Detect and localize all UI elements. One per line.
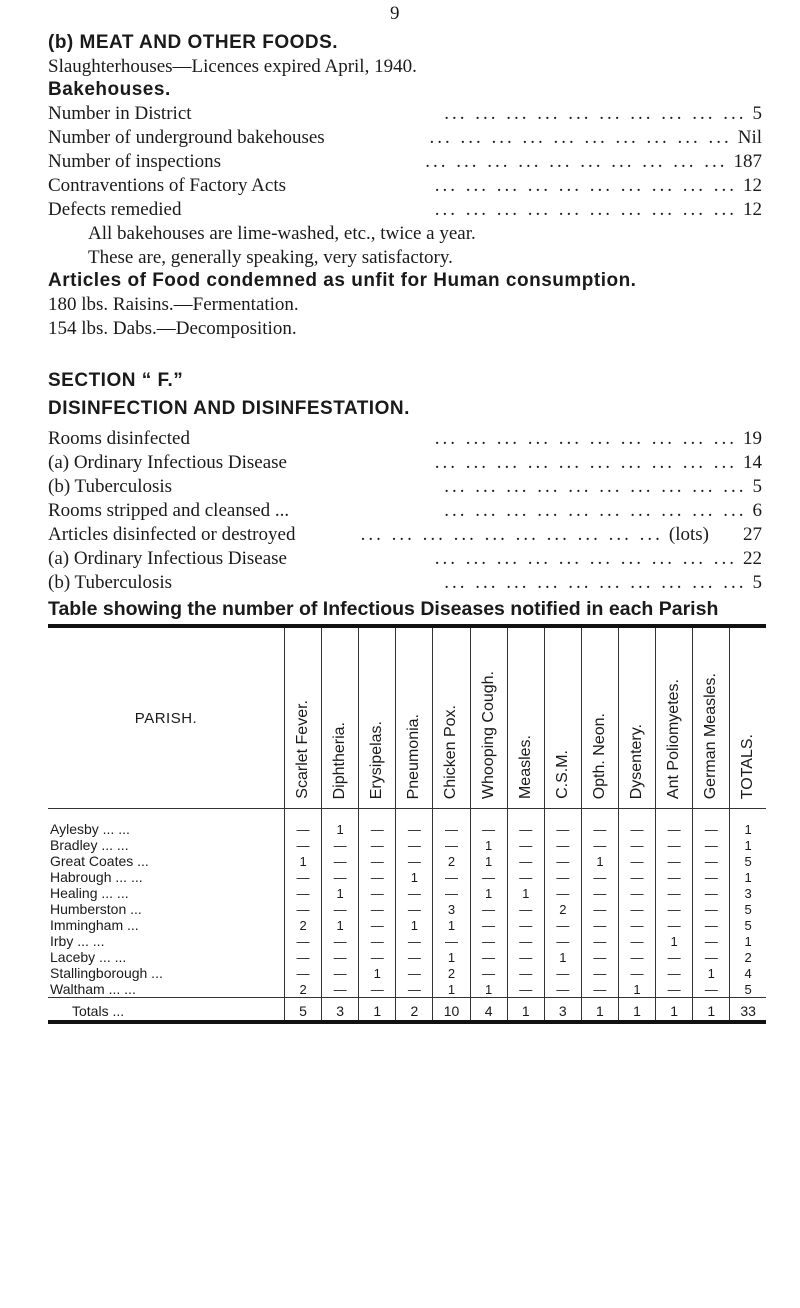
total-cell: 1 (618, 998, 655, 1021)
row-total-cell: 1 (730, 837, 766, 853)
item-label: (b) Tuberculosis (48, 476, 173, 497)
bakehouse-item: Number of inspections ... ... ... ... ... ... ... ... ... ... 187 (48, 151, 762, 172)
count-cell: — (359, 837, 396, 853)
disinfection-item: Rooms stripped and cleansed ... ... ... ... ... ... ... ... ... ... ... 6 (48, 500, 762, 521)
item-label: Rooms disinfected (48, 428, 190, 449)
condemned-item: 154 lbs. Dabs.—Decomposition. (48, 318, 297, 339)
count-cell: — (656, 981, 693, 998)
total-cell: 1 (693, 998, 730, 1021)
count-cell: 3 (433, 901, 470, 917)
count-cell: 1 (544, 949, 581, 965)
count-cell: — (433, 809, 470, 838)
count-cell: 1 (618, 981, 655, 998)
count-cell: — (693, 949, 730, 965)
item-note: (lots) (668, 524, 709, 545)
count-cell: — (544, 981, 581, 998)
parish-name: Bradley ... ... (50, 837, 129, 853)
table-row (48, 933, 766, 949)
count-cell: — (656, 901, 693, 917)
count-cell: — (322, 853, 359, 869)
count-cell: — (618, 917, 655, 933)
count-cell: — (656, 809, 693, 838)
count-cell: — (656, 949, 693, 965)
total-cell: 2 (396, 998, 433, 1021)
count-cell: — (544, 809, 581, 838)
count-cell: — (618, 885, 655, 901)
parish-name: Humberston ... (50, 901, 142, 917)
count-cell: — (396, 901, 433, 917)
table-bottom-rule (48, 1020, 766, 1024)
count-cell: — (656, 965, 693, 981)
count-cell: 2 (544, 901, 581, 917)
count-cell: — (507, 853, 544, 869)
slaughterhouses-line: Slaughterhouses—Licences expired April, 1940. (48, 56, 417, 77)
count-cell: — (507, 981, 544, 998)
table-title: Table showing the number of Infectious Diseases notified in each Parish (48, 598, 719, 620)
count-cell: — (396, 949, 433, 965)
row-total-cell: 2 (730, 949, 766, 965)
count-cell: 2 (285, 981, 322, 998)
count-cell: — (396, 933, 433, 949)
item-value: 5 (752, 572, 762, 593)
count-cell: — (285, 949, 322, 965)
column-header (693, 628, 730, 809)
count-cell: 1 (470, 885, 507, 901)
column-header (730, 628, 766, 809)
table-row (48, 917, 766, 933)
count-cell: 2 (433, 965, 470, 981)
count-cell: 1 (470, 981, 507, 998)
total-cell: 5 (285, 998, 322, 1021)
table-row (48, 809, 766, 838)
count-cell: — (470, 809, 507, 838)
count-cell: — (581, 869, 618, 885)
count-cell: — (693, 853, 730, 869)
column-header (544, 628, 581, 809)
count-cell: 1 (433, 917, 470, 933)
row-total-cell: 5 (730, 917, 766, 933)
count-cell: — (396, 853, 433, 869)
count-cell: — (322, 901, 359, 917)
total-cell: 10 (433, 998, 470, 1021)
count-cell: — (359, 933, 396, 949)
count-cell: — (693, 885, 730, 901)
item-label: Articles disinfected or destroyed (48, 524, 296, 545)
column-header (507, 628, 544, 809)
column-header (618, 628, 655, 809)
count-cell: — (359, 809, 396, 838)
count-cell: — (433, 869, 470, 885)
count-cell: — (433, 885, 470, 901)
total-cell: 3 (322, 998, 359, 1021)
disinfection-item: (a) Ordinary Infectious Disease ... ... ... ... ... ... ... ... ... ... 22 (48, 548, 762, 569)
row-total-cell: 5 (730, 981, 766, 998)
parish-name: Aylesby ... ... (50, 821, 130, 837)
table-row (48, 981, 766, 998)
column-header-label: Ant Poliomyetes. (665, 678, 683, 799)
count-cell: — (359, 869, 396, 885)
column-header-label: Opth. Neon. (590, 712, 608, 799)
count-cell: — (581, 885, 618, 901)
column-header-label: Measles. (516, 734, 534, 799)
count-cell: — (359, 853, 396, 869)
count-cell: — (618, 901, 655, 917)
count-cell: — (285, 837, 322, 853)
item-label: Number of inspections (48, 151, 222, 172)
count-cell: — (618, 853, 655, 869)
count-cell: 1 (581, 853, 618, 869)
column-header (433, 628, 470, 809)
row-total-cell: 1 (730, 869, 766, 885)
count-cell: — (618, 949, 655, 965)
item-label: Defects remedied (48, 199, 182, 220)
total-cell: 1 (581, 998, 618, 1021)
count-cell: — (656, 869, 693, 885)
count-cell: — (656, 837, 693, 853)
parish-name: Healing ... ... (50, 885, 129, 901)
table-row (48, 869, 766, 885)
column-header-label: Erysipelas. (368, 720, 386, 799)
count-cell: — (693, 901, 730, 917)
row-total-cell: 1 (730, 809, 766, 838)
count-cell: — (285, 965, 322, 981)
parish-name: Habrough ... ... (50, 869, 143, 885)
disinfection-item: (b) Tuberculosis ... ... ... ... ... ... ... ... ... ... 5 (48, 572, 762, 593)
count-cell: — (618, 965, 655, 981)
column-header-label: Scarlet Fever. (294, 700, 312, 799)
count-cell: — (618, 809, 655, 838)
totals-label: Totals ... (48, 998, 285, 1021)
condemned-heading: Articles of Food condemned as unfit for Human consumption. (48, 270, 637, 291)
table-header-row (48, 628, 766, 809)
count-cell: — (581, 949, 618, 965)
disinfection-item: Articles disinfected or destroyed ... ... ... ... ... ... ... ... ... ... (lots) 27 (48, 524, 762, 545)
item-label: (b) Tuberculosis (48, 572, 173, 593)
count-cell: — (693, 809, 730, 838)
row-total-cell: 5 (730, 853, 766, 869)
count-cell: 1 (396, 869, 433, 885)
count-cell: 1 (322, 917, 359, 933)
item-value: 27 (743, 524, 762, 545)
bakehouse-item: Contraventions of Factory Acts ... ... ... ... ... ... ... ... ... ... 12 (48, 175, 762, 196)
count-cell: — (656, 885, 693, 901)
count-cell: — (322, 837, 359, 853)
count-cell: — (285, 809, 322, 838)
row-total-cell: 5 (730, 901, 766, 917)
total-cell: 33 (730, 998, 766, 1021)
parish-name: Waltham ... ... (50, 981, 136, 997)
count-cell: — (693, 869, 730, 885)
parish-name: Great Coates ... (50, 853, 149, 869)
count-cell: — (581, 933, 618, 949)
count-cell: — (581, 901, 618, 917)
column-header-label: Dysentery. (628, 723, 646, 799)
count-cell: — (285, 869, 322, 885)
count-cell: 2 (433, 853, 470, 869)
parish-name: Immingham ... (50, 917, 139, 933)
section-f-heading: SECTION “ F.” (48, 370, 184, 391)
page-number: 9 (390, 3, 400, 24)
count-cell: — (322, 965, 359, 981)
count-cell: — (618, 837, 655, 853)
count-cell: — (544, 837, 581, 853)
count-cell: — (359, 885, 396, 901)
count-cell: — (581, 837, 618, 853)
count-cell: — (507, 869, 544, 885)
count-cell: 1 (285, 853, 322, 869)
parish-name: Stallingborough ... (50, 965, 163, 981)
count-cell: — (507, 949, 544, 965)
table-row (48, 837, 766, 853)
table-row (48, 949, 766, 965)
item-value: 5 (752, 476, 762, 497)
count-cell: — (396, 837, 433, 853)
item-value: 22 (743, 548, 762, 569)
count-cell: — (285, 901, 322, 917)
parish-name: Irby ... ... (50, 933, 105, 949)
column-header (470, 628, 507, 809)
count-cell: — (470, 869, 507, 885)
count-cell: — (470, 917, 507, 933)
count-cell: 1 (322, 885, 359, 901)
count-cell: — (507, 933, 544, 949)
count-cell: — (693, 837, 730, 853)
count-cell: — (507, 809, 544, 838)
column-header (285, 628, 322, 809)
count-cell: — (396, 885, 433, 901)
count-cell: — (359, 981, 396, 998)
count-cell: — (359, 917, 396, 933)
table-row (48, 901, 766, 917)
bakehouse-item: Number of underground bakehouses ... ... ... ... ... ... ... ... ... ... Nil (48, 127, 762, 148)
count-cell: 1 (470, 853, 507, 869)
count-cell: 1 (470, 837, 507, 853)
item-label: Rooms stripped and cleansed ... (48, 500, 290, 521)
count-cell: 2 (285, 917, 322, 933)
count-cell: — (544, 917, 581, 933)
count-cell: — (693, 981, 730, 998)
count-cell: — (433, 933, 470, 949)
column-header (656, 628, 693, 809)
count-cell: — (693, 933, 730, 949)
column-header (322, 628, 359, 809)
count-cell: — (285, 885, 322, 901)
count-cell: — (507, 917, 544, 933)
item-value: 5 (752, 103, 762, 124)
parish-column-header: PARISH. (134, 709, 198, 727)
disinfection-item: Rooms disinfected ... ... ... ... ... ... ... ... ... ... 19 (48, 428, 762, 449)
column-header-label: TOTALS. (739, 733, 757, 799)
total-cell: 1 (656, 998, 693, 1021)
item-label: Contraventions of Factory Acts (48, 175, 286, 196)
count-cell: — (470, 949, 507, 965)
total-cell: 1 (359, 998, 396, 1021)
column-header (581, 628, 618, 809)
column-header-label: Diphtheria. (331, 721, 349, 799)
count-cell: 1 (656, 933, 693, 949)
disinfection-item: (b) Tuberculosis ... ... ... ... ... ... ... ... ... ... 5 (48, 476, 762, 497)
column-header (359, 628, 396, 809)
count-cell: 1 (433, 981, 470, 998)
parish-name: Laceby ... ... (50, 949, 127, 965)
count-cell: 1 (359, 965, 396, 981)
item-value: 187 (733, 151, 762, 172)
condemned-item: 180 lbs. Raisins.—Fermentation. (48, 294, 299, 315)
count-cell: 1 (433, 949, 470, 965)
column-header-label: Pneumonia. (405, 713, 423, 799)
count-cell: — (581, 981, 618, 998)
count-cell: — (322, 869, 359, 885)
item-label: (a) Ordinary Infectious Disease (48, 548, 287, 569)
count-cell: — (507, 965, 544, 981)
count-cell: — (544, 885, 581, 901)
count-cell: — (396, 965, 433, 981)
count-cell: — (359, 949, 396, 965)
item-label: (a) Ordinary Infectious Disease (48, 452, 287, 473)
row-total-cell: 4 (730, 965, 766, 981)
count-cell: — (470, 965, 507, 981)
item-label: Number in District (48, 103, 192, 124)
item-value: 19 (743, 428, 762, 449)
item-value: 12 (743, 175, 762, 196)
count-cell: — (396, 981, 433, 998)
total-cell: 3 (544, 998, 581, 1021)
count-cell: 1 (396, 917, 433, 933)
bakehouse-item: Defects remedied ... ... ... ... ... ... ... ... ... ... 12 (48, 199, 762, 220)
count-cell: 1 (507, 885, 544, 901)
bakehouse-note: All bakehouses are lime-washed, etc., twice a year. (88, 223, 476, 244)
totals-row (48, 998, 766, 1021)
item-label: Number of underground bakehouses (48, 127, 325, 148)
count-cell: — (581, 809, 618, 838)
count-cell: — (581, 917, 618, 933)
count-cell: — (322, 933, 359, 949)
column-header-label: Whooping Cough. (479, 670, 497, 799)
count-cell: — (433, 837, 470, 853)
count-cell: 1 (693, 965, 730, 981)
count-cell: — (359, 901, 396, 917)
bakehouse-note: These are, generally speaking, very satisfactory. (88, 247, 453, 268)
column-header-label: Chicken Pox. (442, 704, 460, 799)
count-cell: — (618, 869, 655, 885)
item-value: 14 (743, 452, 762, 473)
bakehouses-heading: Bakehouses. (48, 79, 171, 100)
row-total-cell: 3 (730, 885, 766, 901)
item-value: 6 (752, 500, 762, 521)
column-header-label: German Measles. (702, 672, 720, 799)
count-cell: — (470, 933, 507, 949)
count-cell: — (656, 917, 693, 933)
count-cell: — (618, 933, 655, 949)
table-row (48, 853, 766, 869)
count-cell: — (581, 965, 618, 981)
disinfection-item: (a) Ordinary Infectious Disease ... ... ... ... ... ... ... ... ... ... 14 (48, 452, 762, 473)
count-cell: — (544, 965, 581, 981)
item-value: Nil (737, 127, 762, 148)
count-cell: — (544, 853, 581, 869)
count-cell: — (322, 949, 359, 965)
section-f-subheading: DISINFECTION AND DISINFESTATION. (48, 398, 410, 419)
count-cell: — (544, 933, 581, 949)
column-header-label: C.S.M. (553, 750, 571, 799)
count-cell: — (322, 981, 359, 998)
section-b-heading: (b) MEAT AND OTHER FOODS. (48, 32, 339, 53)
count-cell: — (396, 809, 433, 838)
count-cell: — (470, 901, 507, 917)
count-cell: 1 (322, 809, 359, 838)
count-cell: — (544, 869, 581, 885)
count-cell: — (656, 853, 693, 869)
count-cell: — (507, 901, 544, 917)
column-header (396, 628, 433, 809)
item-value: 12 (743, 199, 762, 220)
table-row (48, 885, 766, 901)
total-cell: 1 (507, 998, 544, 1021)
count-cell: — (507, 837, 544, 853)
count-cell: — (693, 917, 730, 933)
infectious-diseases-table (48, 628, 766, 1020)
total-cell: 4 (470, 998, 507, 1021)
count-cell: — (285, 933, 322, 949)
row-total-cell: 1 (730, 933, 766, 949)
table-row (48, 965, 766, 981)
bakehouse-item: Number in District ... ... ... ... ... ... ... ... ... ... 5 (48, 103, 762, 124)
